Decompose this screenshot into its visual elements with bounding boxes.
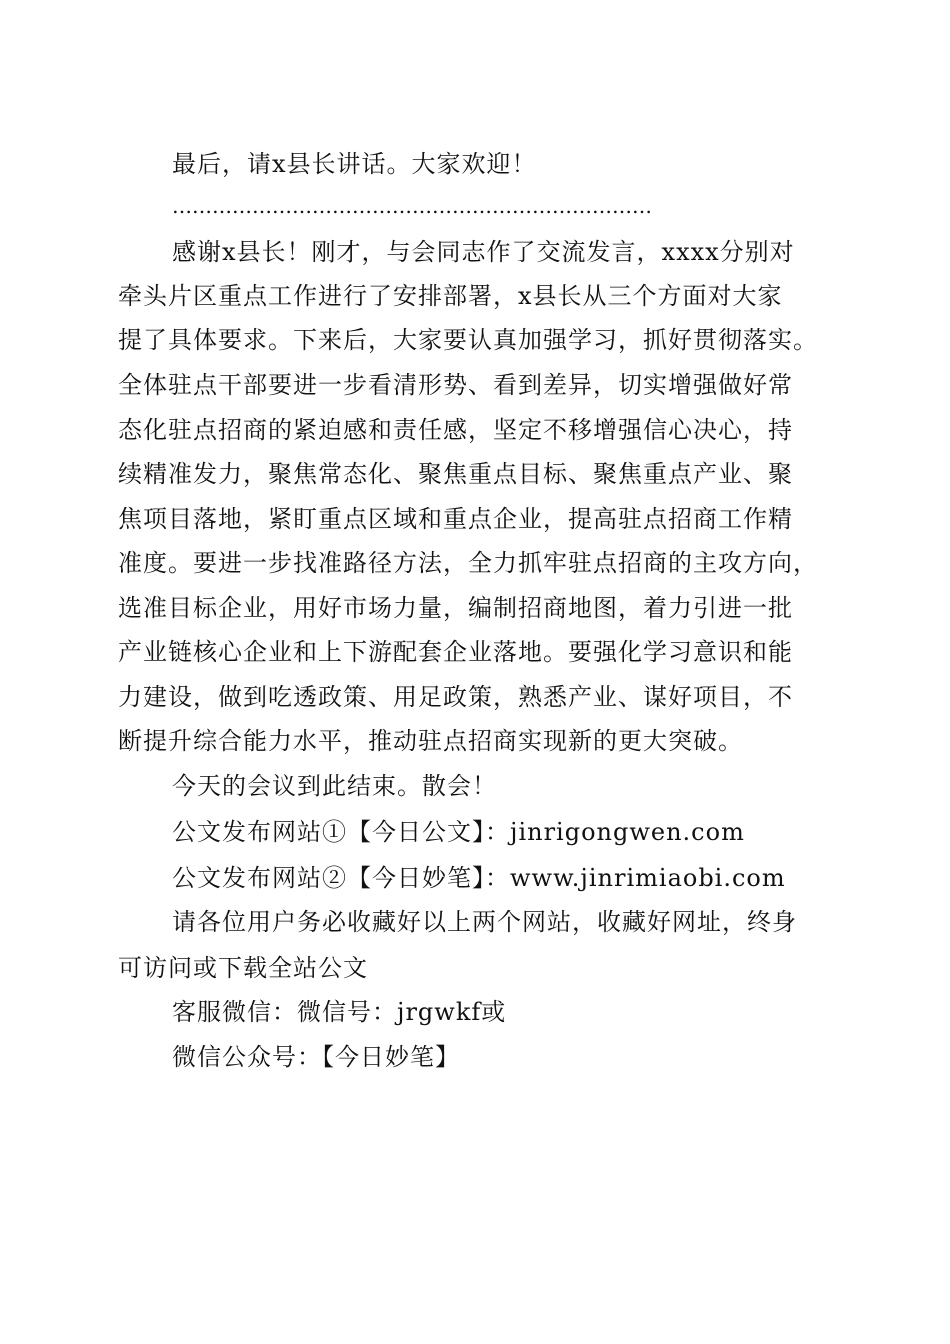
- website-line-2: 公文发布网站②【今日妙笔】：www.jinrimiaobi.com: [172, 864, 786, 892]
- notice-line: 请各位用户务必收藏好以上两个网站，收藏好网址，终身: [172, 908, 797, 936]
- body-line: 续精准发力，聚焦常态化、聚焦重点目标、聚焦重点产业、聚: [118, 460, 793, 488]
- notice-line: 可访问或下载全站公文: [118, 954, 368, 982]
- separator-dots: ………………………………………………………………: [172, 194, 652, 218]
- body-line: 感谢x县长！刚才，与会同志作了交流发言，xxxx分别对: [172, 238, 795, 266]
- body-line: 准度。要进一步找准路径方法，全力抓牢驻点招商的主攻方向，: [118, 549, 818, 577]
- wechat-public-line: 微信公众号：【今日妙笔】: [172, 1043, 460, 1071]
- closing-line: 今天的会议到此结束。散会！: [172, 772, 497, 800]
- body-line: 全体驻点干部要进一步看清形势、看到差异，切实增强做好常: [118, 371, 793, 399]
- body-line: 断提升综合能力水平，推动驻点招商实现新的更大突破。: [118, 727, 743, 755]
- body-line: 焦项目落地，紧盯重点区域和重点企业，提高驻点招商工作精: [118, 505, 793, 533]
- body-line: 态化驻点招商的紧迫感和责任感，坚定不移增强信心决心，持: [118, 416, 793, 444]
- intro-line: 最后，请x县长讲话。大家欢迎！: [172, 150, 537, 178]
- website-line-1: 公文发布网站①【今日公文】：jinrigongwen.com: [172, 818, 745, 846]
- body-line: 产业链核心企业和上下游配套企业落地。要强化学习意识和能: [118, 638, 793, 666]
- body-line: 力建设，做到吃透政策、用足政策，熟悉产业、谋好项目，不: [118, 683, 793, 711]
- body-line: 提了具体要求。下来后，大家要认真加强学习，抓好贯彻落实。: [118, 326, 818, 354]
- body-line: 选准目标企业，用好市场力量，编制招商地图，着力引进一批: [118, 594, 793, 622]
- wechat-service-line: 客服微信：微信号：jrgwkf或: [172, 998, 507, 1026]
- body-line: 牵头片区重点工作进行了安排部署，x县长从三个方面对大家: [118, 282, 783, 310]
